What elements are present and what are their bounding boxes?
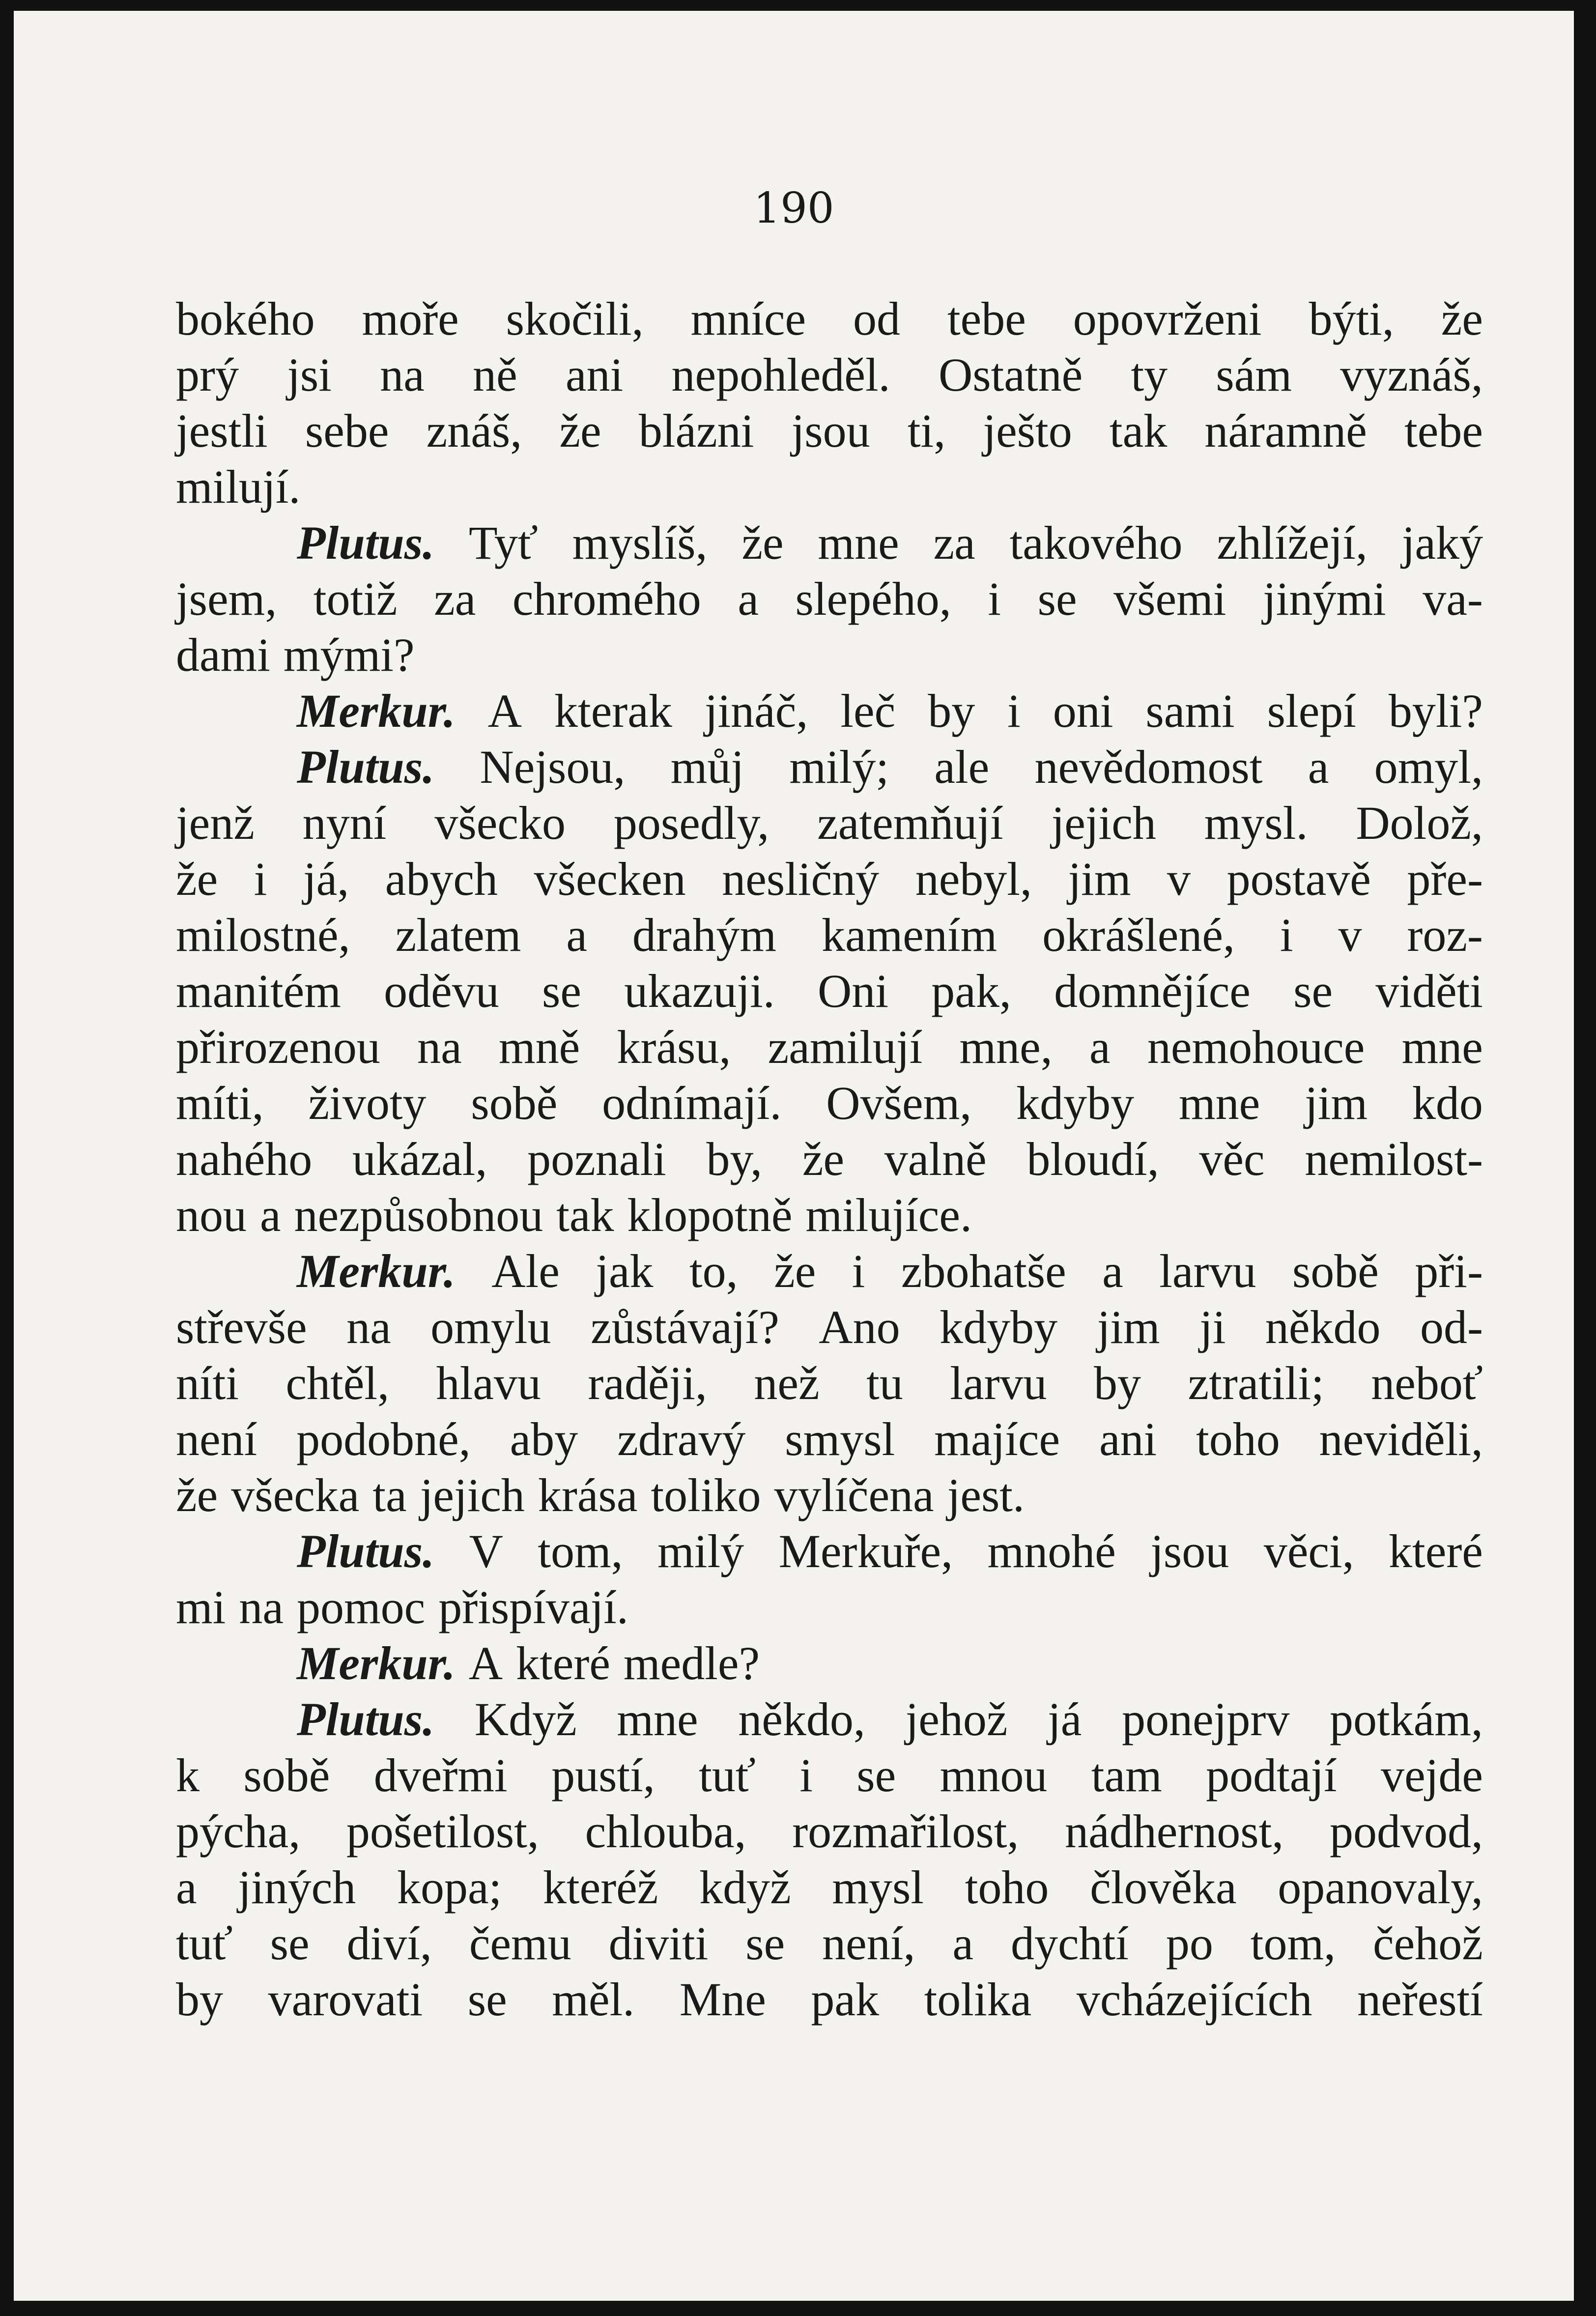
word: a: [176, 1861, 197, 1914]
word: jinými: [1263, 572, 1386, 625]
word: sám: [1216, 348, 1292, 401]
word: by: [176, 1973, 223, 2026]
word: čemu: [469, 1917, 571, 1970]
word: byli?: [1388, 685, 1483, 737]
word: po: [1166, 1917, 1213, 1970]
word: kdyby: [1016, 1077, 1135, 1129]
word: pak: [811, 1973, 879, 2026]
word: ani: [1099, 1413, 1157, 1465]
word: chtěl,: [285, 1357, 390, 1409]
word: okrášlené,: [1042, 909, 1235, 961]
word: jestli: [176, 404, 268, 457]
word: milý: [657, 1525, 744, 1577]
word: na: [380, 348, 425, 401]
speaker-name: Merkur.: [297, 1637, 456, 1689]
text-line: [176, 1635, 1483, 1691]
word: larvu: [1159, 1245, 1256, 1297]
text-line: [176, 1916, 1483, 1972]
book-page: [14, 11, 1574, 2301]
word: chromého: [512, 572, 701, 625]
word: i: [254, 853, 267, 905]
text-line: [176, 1131, 1483, 1187]
word: kdyby: [940, 1301, 1058, 1353]
word: opanovaly,: [1278, 1861, 1483, 1914]
word: které: [1389, 1525, 1483, 1577]
word: v: [1338, 909, 1362, 961]
word: omyl,: [1374, 741, 1483, 793]
word: slepého,: [795, 572, 951, 625]
word: jsou: [1150, 1525, 1229, 1577]
word: za: [933, 516, 975, 569]
word: vcházejících: [1076, 1973, 1312, 2026]
text-line: [176, 1523, 1483, 1579]
word: posedly,: [613, 797, 770, 849]
word: blázni: [638, 404, 754, 457]
page-number: 190: [753, 184, 834, 233]
word: A: [468, 1637, 503, 1689]
word: ale: [934, 741, 990, 793]
word: Nejsou,: [480, 741, 626, 793]
word: zlatem: [395, 909, 521, 961]
text-line: [176, 1355, 1483, 1411]
text-line: [176, 403, 1483, 459]
word: mne,: [959, 1021, 1053, 1073]
word: roz-: [1407, 909, 1483, 961]
word: valně: [884, 1133, 987, 1185]
word: nepohleděl.: [671, 348, 890, 401]
speaker-name: Merkur.: [297, 685, 456, 737]
word: Mne: [679, 1973, 766, 2026]
text-line: [176, 1579, 1483, 1635]
word: člověka: [1090, 1861, 1237, 1914]
word: podtají: [1206, 1749, 1337, 1801]
word: sobě: [243, 1749, 330, 1801]
word: mníce: [690, 292, 806, 345]
word: jsem,: [176, 572, 277, 625]
word: zhlížejí,: [1217, 516, 1368, 569]
word: omylu: [430, 1301, 551, 1353]
word: nevědomost: [1034, 741, 1263, 793]
word: všecken: [534, 853, 686, 905]
word: i: [852, 1245, 865, 1297]
word: zůstávají?: [590, 1301, 779, 1353]
word: podvod,: [1329, 1805, 1483, 1858]
word: leč: [840, 685, 896, 737]
word: milujíce.: [805, 1189, 972, 1241]
word: že: [774, 1245, 816, 1297]
word: čehož: [1373, 1917, 1483, 1970]
word: bloudí,: [1026, 1133, 1159, 1185]
text-line: [176, 1243, 1483, 1299]
word: že: [741, 516, 784, 569]
word: nyní: [302, 797, 387, 849]
word: Ovšem,: [826, 1077, 972, 1129]
word: by,: [706, 1133, 763, 1185]
word: mými?: [283, 629, 415, 681]
word: Oni: [817, 965, 888, 1017]
word: jejich: [420, 1469, 525, 1521]
word: životy: [308, 1077, 427, 1129]
text-line: [176, 291, 1483, 347]
word: neviděli,: [1319, 1413, 1483, 1465]
word: mne: [818, 516, 899, 569]
word: jejich: [1051, 797, 1156, 849]
word: ty: [1131, 348, 1168, 401]
word: ukazuji.: [624, 965, 775, 1017]
word: za: [434, 572, 476, 625]
text-line: [176, 851, 1483, 907]
word: hlavu: [436, 1357, 541, 1409]
word: abych: [385, 853, 498, 905]
word: mysl.: [1204, 797, 1308, 849]
word: jsou: [791, 404, 870, 457]
word: nebyl,: [915, 853, 1032, 905]
word: ti,: [907, 404, 946, 457]
word: jest.: [947, 1469, 1025, 1521]
word: kteréž: [542, 1861, 658, 1914]
word: krásu,: [617, 1021, 731, 1073]
word: zdravý: [617, 1413, 746, 1465]
word: ta: [372, 1469, 407, 1521]
word: bokého: [176, 292, 315, 345]
text-line: [176, 739, 1483, 795]
word: se: [745, 1917, 785, 1970]
word: jsi: [287, 348, 332, 401]
word: všecka: [231, 1469, 360, 1521]
word: Merkuře,: [778, 1525, 953, 1577]
word: skočili,: [506, 292, 644, 345]
word: nemilost-: [1305, 1133, 1483, 1185]
speaker-name: Plutus.: [297, 516, 435, 569]
word: tebe: [947, 292, 1026, 345]
word: pře-: [1407, 853, 1483, 905]
word: střevše: [176, 1301, 307, 1353]
word: A: [487, 685, 522, 737]
word: tuť: [176, 1917, 233, 1970]
word: slepí: [1267, 685, 1356, 737]
word: i: [799, 1749, 813, 1801]
word: než: [754, 1357, 820, 1409]
word: a: [1102, 1245, 1123, 1297]
word: mne: [1178, 1077, 1260, 1129]
word: va-: [1423, 572, 1483, 625]
word: a: [260, 1189, 281, 1241]
word: medle?: [623, 1637, 760, 1689]
word: moře: [362, 292, 459, 345]
word: které: [516, 1637, 610, 1689]
text-line: [176, 571, 1483, 627]
word: pošetilost,: [346, 1805, 539, 1858]
word: nou: [176, 1189, 247, 1241]
word: neboť: [1371, 1357, 1483, 1409]
word: se: [1293, 965, 1333, 1017]
word: milují.: [176, 460, 301, 513]
word: nádhernost,: [1065, 1805, 1284, 1858]
word: krása: [538, 1469, 638, 1521]
word: a: [1308, 741, 1329, 793]
word: i: [988, 572, 1001, 625]
word: rozmařilost,: [792, 1805, 1019, 1858]
speaker-name: Plutus.: [297, 1525, 435, 1577]
word: varovati: [268, 1973, 423, 2026]
word: můj: [670, 741, 744, 793]
word: potkám,: [1329, 1693, 1483, 1745]
word: na: [417, 1021, 462, 1073]
word: tom,: [1250, 1917, 1336, 1970]
word: vejde: [1381, 1749, 1483, 1801]
word: dychtí: [1010, 1917, 1129, 1970]
word: jináč,: [704, 685, 808, 737]
word: jenž: [176, 797, 255, 849]
word: jehož: [905, 1693, 1008, 1745]
word: tam: [1091, 1749, 1162, 1801]
text-line: [176, 1019, 1483, 1075]
word: se: [1037, 572, 1077, 625]
word: když: [699, 1861, 791, 1914]
word: poznali: [527, 1133, 666, 1185]
word: podobné,: [296, 1413, 471, 1465]
word: kamením: [821, 909, 998, 961]
text-line: [176, 1075, 1483, 1131]
word: kopa;: [397, 1861, 502, 1914]
word: přispívají.: [438, 1581, 628, 1633]
word: pak,: [931, 965, 1011, 1017]
word: milostné,: [176, 909, 350, 961]
word: že: [802, 1133, 845, 1185]
word: jim: [1068, 853, 1131, 905]
word: všecko: [434, 797, 566, 849]
word: Dolož,: [1356, 797, 1483, 849]
word: vyznáš,: [1340, 348, 1483, 401]
text-line: [176, 347, 1483, 403]
word: oděvu: [384, 965, 499, 1017]
word: nemohouce: [1147, 1021, 1365, 1073]
word: toho: [1196, 1413, 1280, 1465]
word: manitém: [176, 965, 341, 1017]
word: ukázal,: [352, 1133, 487, 1185]
word: není: [176, 1413, 257, 1465]
word: smysl: [785, 1413, 895, 1465]
word: toliko: [651, 1469, 761, 1521]
word: níti: [176, 1357, 239, 1409]
body-text: [176, 291, 1483, 2028]
word: zatemňují: [817, 797, 1003, 849]
word: a: [1089, 1021, 1111, 1073]
word: kterak: [554, 685, 672, 737]
word: tak: [556, 1189, 614, 1241]
word: při-: [1415, 1245, 1483, 1297]
word: dveřmi: [373, 1749, 508, 1801]
speaker-name: Plutus.: [297, 741, 435, 793]
word: mne: [1401, 1021, 1483, 1073]
word: pomoc: [296, 1581, 426, 1633]
word: viděti: [1375, 965, 1483, 1017]
word: sobě: [471, 1077, 558, 1129]
word: pustí,: [551, 1749, 655, 1801]
text-line: [176, 1187, 1483, 1243]
word: se: [467, 1973, 507, 2026]
word: všemi: [1113, 572, 1226, 625]
word: od: [853, 292, 901, 345]
word: to,: [689, 1245, 738, 1297]
word: jiných: [238, 1861, 356, 1914]
text-line: [176, 907, 1483, 963]
word: opovrženi: [1073, 292, 1262, 345]
word: ně: [473, 348, 517, 401]
word: milý;: [789, 741, 889, 793]
word: já: [1048, 1693, 1082, 1745]
word: larvu: [950, 1357, 1047, 1409]
word: v: [1167, 853, 1191, 905]
word: raději,: [588, 1357, 707, 1409]
word: na: [346, 1301, 391, 1353]
word: tom,: [538, 1525, 623, 1577]
word: myslíš,: [572, 516, 708, 569]
text-line: [176, 515, 1483, 571]
word: i: [1280, 909, 1293, 961]
text-line: [176, 1467, 1483, 1523]
speaker-name: Plutus.: [297, 1693, 435, 1745]
text-line: [176, 1411, 1483, 1467]
word: domnějíce: [1054, 965, 1251, 1017]
word: mnohé: [987, 1525, 1116, 1577]
word: někdo,: [738, 1693, 865, 1745]
word: zamilují: [768, 1021, 923, 1073]
word: že: [176, 1469, 218, 1521]
word: chlouba,: [585, 1805, 746, 1858]
word: pýcha,: [176, 1805, 301, 1858]
word: tu: [866, 1357, 903, 1409]
word: Ostatně: [938, 348, 1083, 401]
word: ponejprv: [1122, 1693, 1290, 1745]
word: mně: [498, 1021, 580, 1073]
word: ani: [565, 348, 624, 401]
word: tolika: [924, 1973, 1032, 2026]
word: tebe: [1404, 404, 1483, 457]
word: tak: [1109, 404, 1168, 457]
text-line: [176, 683, 1483, 739]
word: prý: [176, 348, 239, 401]
word: sami: [1145, 685, 1235, 737]
word: se: [270, 1917, 310, 1970]
word: diví,: [346, 1917, 432, 1970]
word: býti,: [1309, 292, 1394, 345]
text-line: [176, 627, 1483, 683]
word: by: [1094, 1357, 1141, 1409]
word: V: [469, 1525, 503, 1577]
text-line: [176, 459, 1483, 515]
word: mysl: [832, 1861, 924, 1914]
word: nezpůsobnou: [294, 1189, 543, 1241]
word: diviti: [608, 1917, 709, 1970]
word: sobě: [1292, 1245, 1379, 1297]
word: věc: [1199, 1133, 1265, 1185]
word: nahého: [176, 1133, 313, 1185]
word: Ale: [491, 1245, 560, 1297]
word: jak: [596, 1245, 654, 1297]
word: klopotně: [627, 1189, 793, 1241]
word: že: [176, 853, 218, 905]
word: nesličný: [722, 853, 880, 905]
word: vylíčena: [774, 1469, 934, 1521]
word: aby: [510, 1413, 578, 1465]
word: ješto: [983, 404, 1072, 457]
word: není,: [822, 1917, 915, 1970]
word: zbohatše: [901, 1245, 1066, 1297]
text-line: [176, 1859, 1483, 1916]
word: ji: [1199, 1301, 1226, 1353]
word: jim: [1305, 1077, 1368, 1129]
word: a: [566, 909, 587, 961]
word: tuť: [699, 1749, 756, 1801]
word: mne: [617, 1693, 698, 1745]
word: totiž: [313, 572, 398, 625]
text-line: [176, 1747, 1483, 1803]
word: mnou: [940, 1749, 1048, 1801]
word: majíce: [934, 1413, 1060, 1465]
word: míti,: [176, 1077, 264, 1129]
word: že: [559, 404, 601, 457]
word: věci,: [1263, 1525, 1354, 1577]
word: oni: [1053, 685, 1113, 737]
word: drahým: [632, 909, 777, 961]
word: i: [1007, 685, 1021, 737]
word: náramně: [1204, 404, 1367, 457]
word: Tyť: [468, 516, 538, 569]
word: odnímají.: [602, 1077, 782, 1129]
text-line: [176, 1803, 1483, 1859]
text-line: [176, 963, 1483, 1019]
word: jim: [1097, 1301, 1160, 1353]
word: Když: [474, 1693, 577, 1745]
word: přirozenou: [176, 1021, 380, 1073]
word: a: [738, 572, 759, 625]
text-line: [176, 1972, 1483, 2028]
word: takového: [1009, 516, 1183, 569]
speaker-name: Merkur.: [297, 1245, 456, 1297]
word: znáš,: [426, 404, 522, 457]
word: dami: [176, 629, 270, 681]
word: mi: [176, 1581, 226, 1633]
word: se: [856, 1749, 896, 1801]
text-line: [176, 795, 1483, 851]
word: toho: [965, 1861, 1049, 1914]
word: ztratili;: [1188, 1357, 1324, 1409]
word: a: [952, 1917, 973, 1970]
word: já,: [303, 853, 349, 905]
text-line: [176, 1299, 1483, 1355]
word: sebe: [305, 404, 389, 457]
word: se: [542, 965, 581, 1017]
word: Ano: [819, 1301, 900, 1353]
word: někdo: [1265, 1301, 1381, 1353]
word: od-: [1420, 1301, 1483, 1353]
word: postavě: [1226, 853, 1371, 905]
word: jaký: [1401, 516, 1483, 569]
word: na: [239, 1581, 284, 1633]
word: kdo: [1412, 1077, 1483, 1129]
word: že: [1441, 292, 1483, 345]
word: by: [928, 685, 975, 737]
word: neřestí: [1357, 1973, 1483, 2026]
word: měl.: [552, 1973, 635, 2026]
text-line: [176, 1691, 1483, 1747]
word: k: [176, 1749, 200, 1801]
